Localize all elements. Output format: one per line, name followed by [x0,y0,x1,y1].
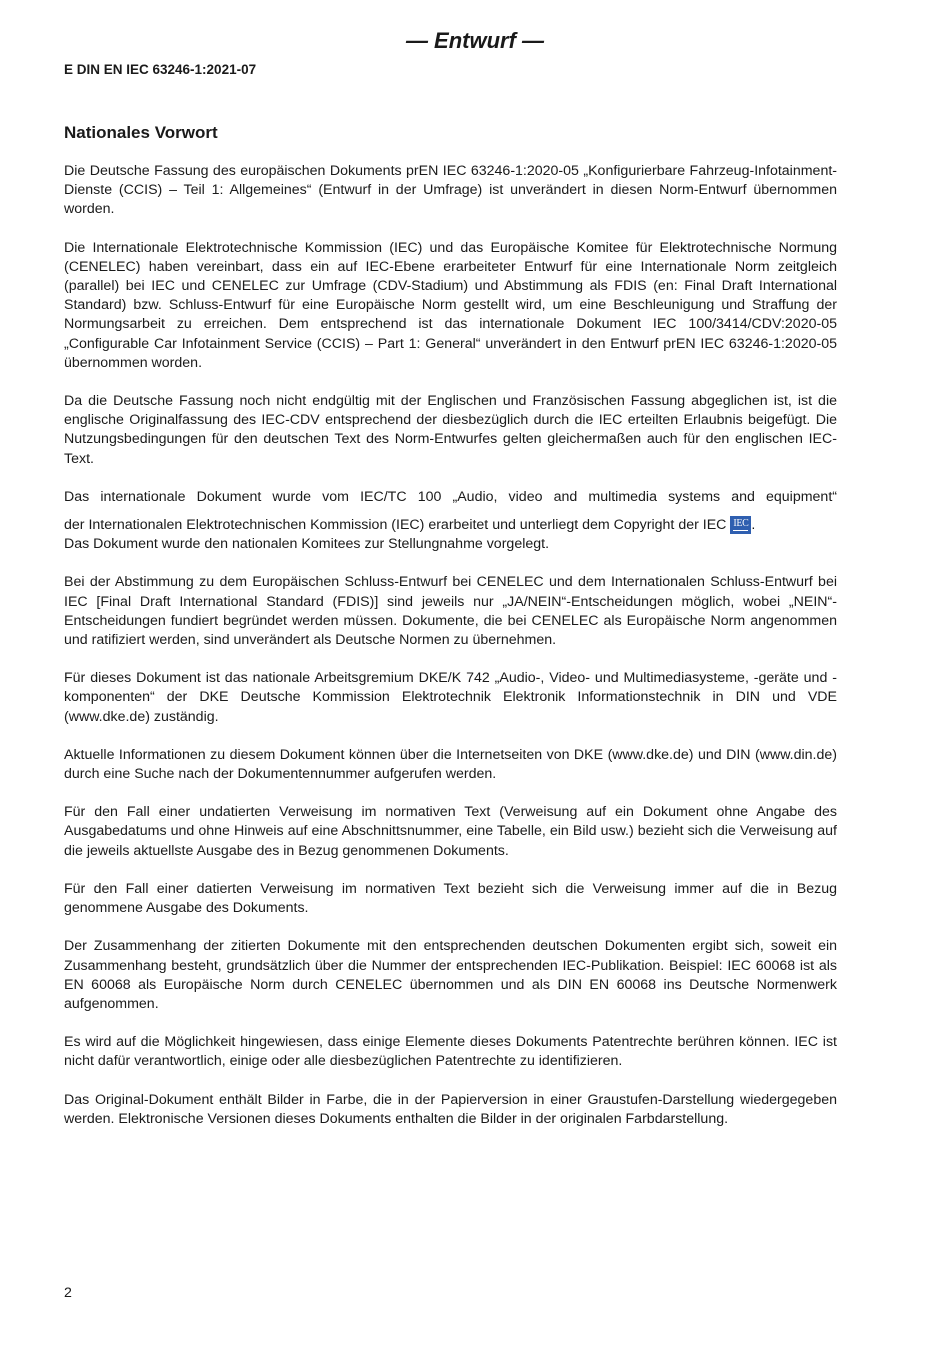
paragraph-copyright [64,488,837,555]
paragraph-undated-reference: Für den Fall einer undatierten Verweisung im normativen Text (Verweisung auf ein Dokument ohne Angabe des Ausgabedatums und ohne Hinweis auf eine Abschnittsnummer, eine Tabelle, ein Bild usw.) bezieht sich die Verweisung auf die jeweils aktuellste Ausgabe des in Bezug genommenen Dokuments. [64,804,837,859]
iec-logo-icon: IEC [730,516,751,534]
copyright-line-2: der Internationalen Elektrotechnischen Kommission (IEC) erarbeitet und unterliegt dem Copyright der IEC [64,517,727,534]
paragraph-cited-documents: Der Zusammenhang der zitierten Dokumente mit den entsprechenden deutschen Dokumenten ergibt sich, soweit ein Zusammenhang besteht, grundsätzlich über die Nummer der entsprechenden IEC-Publikation. Beispiel: IEC 60068 ist als EN 60068 als Europäische Norm durch CENELEC übernommen und als DIN EN 60068 ins Deutsche Normenwerk aufgenommen. [64,938,837,1012]
copyright-line-3: Das Dokument wurde den nationalen Komitees zur Stellungnahme vorgelegt. [64,536,550,553]
copyright-line-1: Das internationale Dokument wurde vom IEC/TC 100 „Audio, video and multimedia systems and equipment“ [64,488,837,505]
page-number: 2 [64,1285,72,1301]
document-id: E DIN EN IEC 63246-1:2021-07 [64,62,257,77]
document-body [64,162,837,1148]
paragraph-english-original: Da die Deutsche Fassung noch nicht endgültig mit der Englischen und Französischen Fassung abgeglichen ist, ist die englische Originalfassung des IEC-CDV entsprechend der diesbezüglich durch die IEC erteilten Erlaubnis beigefügt. Die Nutzungsbedingungen für den deutschen Text des Norm-Entwurfes gelten gleichermaßen auch für den englischen IEC-Text. [64,393,837,467]
paragraph-iec-cenelec-agreement: Die Internationale Elektrotechnische Kommission (IEC) und das Europäische Komitee für Elektrotechnische Normung (CENELEC) haben vereinbart, dass ein auf IEC-Ebene erarbeiteter Entwurf für eine Internationale Norm zeitgleich (parallel) bei IEC und CENELEC zur Umfrage (CDV-Stadium) und Abstimmung als FDIS (en: Final Draft International Standard) bzw. Schluss-Entwurf für eine Europäische Norm gestellt wird, um eine Beschleunigung und Straffung der Normungsarbeit zu erreichen. Dem entsprechend ist das internationale Dokument IEC 100/3414/CDV:2020-05 „Configurable Car Infotainment Service (CCIS) – Part 1: General“ unverändert in den Entwurf prEN IEC 63246-1:2020-05 übernommen worden. [64,239,837,371]
paragraph-color-images: Das Original-Dokument enthält Bilder in Farbe, die in der Papierversion in einer Graustufen-Darstellung wiedergegeben werden. Elektronische Versionen dieses Dokuments enthalten die Bilder in der originalen Farbdarstellung. [64,1091,837,1127]
copyright-line-2-end: . [751,517,756,534]
section-heading: Nationales Vorwort [64,123,218,142]
paragraph-german-version: Die Deutsche Fassung des europäischen Dokuments prEN IEC 63246-1:2020-05 „Konfigurierbare Fahrzeug-Infotainment-Dienste (CCIS) – Teil 1: Allgemeines“ (Entwurf in der Umfrage) ist unverändert in diesen Norm-Entwurf übernommen worden. [64,163,837,218]
draft-marker: — Entwurf — [405,28,545,53]
copyright-line-2-wrap [64,516,837,535]
paragraph-voting: Bei der Abstimmung zu dem Europäischen Schluss-Entwurf bei CENELEC und dem Internationalen Schluss-Entwurf bei IEC [Final Draft International Standard (FDIS)] sind jeweils nur „JA/NEIN“-Entscheidungen möglich, wobei „NEIN“-Entscheidungen fundiert begründet werden müssen. Dokumente, die bei CENELEC als Europäische Norm angenommen und ratifiziert werden, sind unverändert als Deutsche Normen zu übernehmen. [64,574,837,649]
paragraph-committee: Für dieses Dokument ist das nationale Arbeitsgremium DKE/K 742 „Audio-, Video- und Multimediasysteme, -geräte und -komponenten“ der DKE Deutsche Kommission Elektrotechnik Elektronik Informationstechnik in DIN und VDE (www.dke.de) zuständig. [64,670,837,725]
paragraph-current-info: Aktuelle Informationen zu diesem Dokument können über die Internetseiten von DKE (www.dke.de) und DIN (www.din.de) durch eine Suche nach der Dokumentennummer aufgerufen werden. [64,746,837,783]
paragraph-dated-reference: Für den Fall einer datierten Verweisung im normativen Text bezieht sich die Verweisung immer auf die in Bezug genommene Ausgabe des Dokuments. [64,880,837,917]
paragraph-patent-rights: Es wird auf die Möglichkeit hingewiesen, dass einige Elemente dieses Dokuments Patentrechte berühren können. IEC ist nicht dafür verantwortlich, einige oder alle diesbezüglichen Patentrechte zu identifizieren. [64,1034,837,1070]
